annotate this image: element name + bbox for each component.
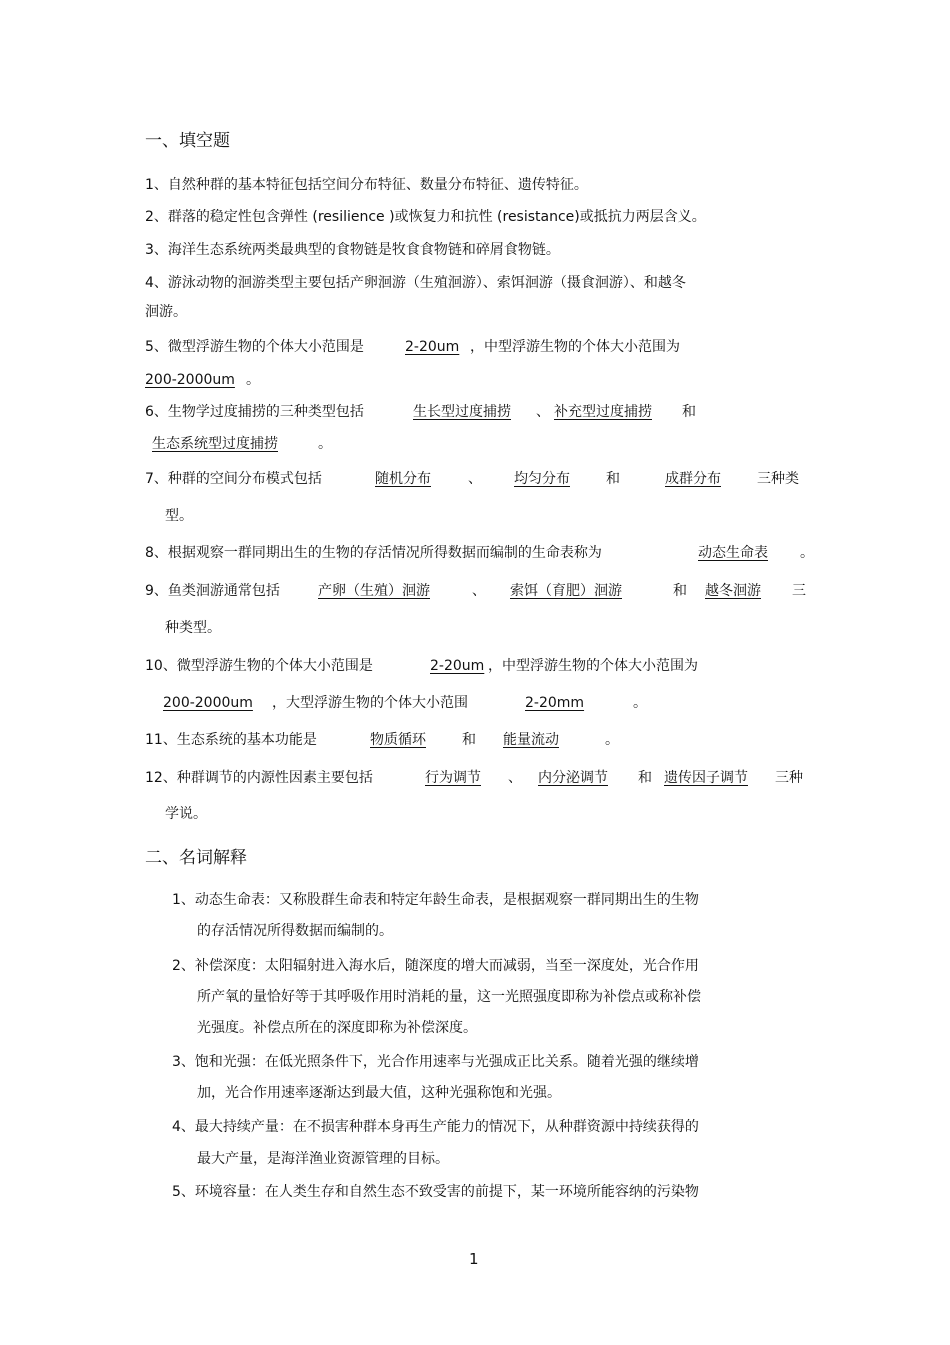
term-2: 2、补偿深度：太阳辐射进入海水后，随深度的增大而减弱，当至一深度处，光合作用 [172, 958, 699, 974]
punctuation: 、 [536, 404, 550, 420]
section-heading-fill-blank: 一、填空题 [145, 131, 230, 151]
question-7-continued: 型。 [165, 508, 193, 524]
connector-text: 和 [682, 404, 696, 420]
question-11: 11、生态系统的基本功能是 [145, 732, 317, 748]
question-4-continued: 洄游。 [145, 304, 187, 320]
term-1: 1、动态生命表：又称股群生命表和特定年龄生命表，是根据观察一群同期出生的生物 [172, 892, 699, 908]
term-2-line: 所产氧的量恰好等于其呼吸作用时消耗的量，这一光照强度即称为补偿点或称补偿 [197, 989, 701, 1005]
question-12: 12、种群调节的内源性因素主要包括 [145, 770, 373, 786]
answer-blank: 遗传因子调节 [664, 770, 748, 786]
answer-blank: 动态生命表 [698, 545, 768, 561]
answer-blank: 生长型过度捕捞 [413, 404, 511, 420]
term-5: 5、环境容量：在人类生存和自然生态不致受害的前提下，某一环境所能容纳的污染物 [172, 1184, 699, 1200]
connector-text: 和 [638, 770, 652, 786]
punctuation: 、 [508, 770, 522, 786]
connector-text: 和 [462, 732, 476, 748]
question-12-text: 三种 [775, 770, 803, 786]
question-1: 1、自然种群的基本特征包括空间分布特征、数量分布特征、遗传特征。 [145, 177, 588, 193]
answer-blank: 行为调节 [425, 770, 481, 786]
question-3: 3、海洋生态系统两类最典型的食物链是牧食食物链和碎屑食物链。 [145, 242, 560, 258]
question-5: 5、微型浮游生物的个体大小范围是 [145, 339, 364, 355]
punctuation: 。 [633, 695, 647, 711]
page-number: 1 [469, 1250, 479, 1268]
answer-blank: 成群分布 [665, 471, 721, 487]
punctuation: 。 [246, 372, 260, 388]
punctuation: 、 [468, 471, 482, 487]
question-10-text: ，中型浮游生物的个体大小范围为 [488, 658, 698, 674]
question-4: 4、游泳动物的洄游类型主要包括产卵洄游（生殖洄游）、索饵洄游（摄食洄游）、和越冬 [145, 275, 686, 291]
question-9-text: 三 [792, 583, 806, 599]
question-9: 9、鱼类洄游通常包括 [145, 583, 280, 599]
question-5-text: ，中型浮游生物的个体大小范围为 [470, 339, 680, 355]
question-2: 2、群落的稳定性包含弹性 (resilience )或恢复力和抗性 (resistance)或抵抗力两层含义。 [145, 209, 706, 225]
answer-blank: 均匀分布 [514, 471, 570, 487]
question-10-text: ，大型浮游生物的个体大小范围 [272, 695, 468, 711]
term-3: 3、饱和光强：在低光照条件下，光合作用速率与光强成正比关系。随着光强的继续增 [172, 1054, 699, 1070]
punctuation: 。 [605, 732, 619, 748]
answer-blank: 越冬洄游 [705, 583, 761, 599]
term-1-line: 的存活情况所得数据而编制的。 [197, 923, 393, 939]
section-heading-term-definitions: 二、名词解释 [145, 848, 247, 868]
term-3-line: 加，光合作用速率逐渐达到最大值，这种光强称饱和光强。 [197, 1085, 561, 1101]
answer-blank: 生态系统型过度捕捞 [152, 436, 278, 452]
answer-blank: 产卵（生殖）洄游 [318, 583, 430, 599]
question-9-continued: 种类型。 [165, 620, 221, 636]
question-7: 7、种群的空间分布模式包括 [145, 471, 322, 487]
answer-blank: 随机分布 [375, 471, 431, 487]
term-4-line: 最大产量，是海洋渔业资源管理的目标。 [197, 1151, 449, 1167]
question-6: 6、生物学过度捕捞的三种类型包括 [145, 404, 364, 420]
answer-blank: 物质循环 [370, 732, 426, 748]
punctuation: 。 [800, 545, 814, 561]
answer-blank: 能量流动 [503, 732, 559, 748]
answer-blank: 2-20um [430, 658, 485, 674]
punctuation: 、 [472, 583, 486, 599]
answer-blank: 2-20mm [525, 695, 585, 711]
term-2-line: 光强度。补偿点所在的深度即称为补偿深度。 [197, 1020, 477, 1036]
question-12-continued: 学说。 [165, 806, 207, 822]
connector-text: 和 [673, 583, 687, 599]
answer-blank: 200-2000um [163, 695, 253, 711]
answer-blank: 2-20um [405, 339, 460, 355]
answer-blank: 200-2000um [145, 372, 235, 388]
answer-blank: 索饵（育肥）洄游 [510, 583, 622, 599]
question-7-text: 三种类 [757, 471, 799, 487]
answer-blank: 内分泌调节 [538, 770, 608, 786]
question-8: 8、根据观察一群同期出生的生物的存活情况所得数据而编制的生命表称为 [145, 545, 602, 561]
answer-blank: 补充型过度捕捞 [554, 404, 652, 420]
connector-text: 和 [606, 471, 620, 487]
question-10: 10、微型浮游生物的个体大小范围是 [145, 658, 373, 674]
punctuation: 。 [318, 436, 332, 452]
term-4: 4、最大持续产量：在不损害种群本身再生产能力的情况下，从种群资源中持续获得的 [172, 1119, 699, 1135]
